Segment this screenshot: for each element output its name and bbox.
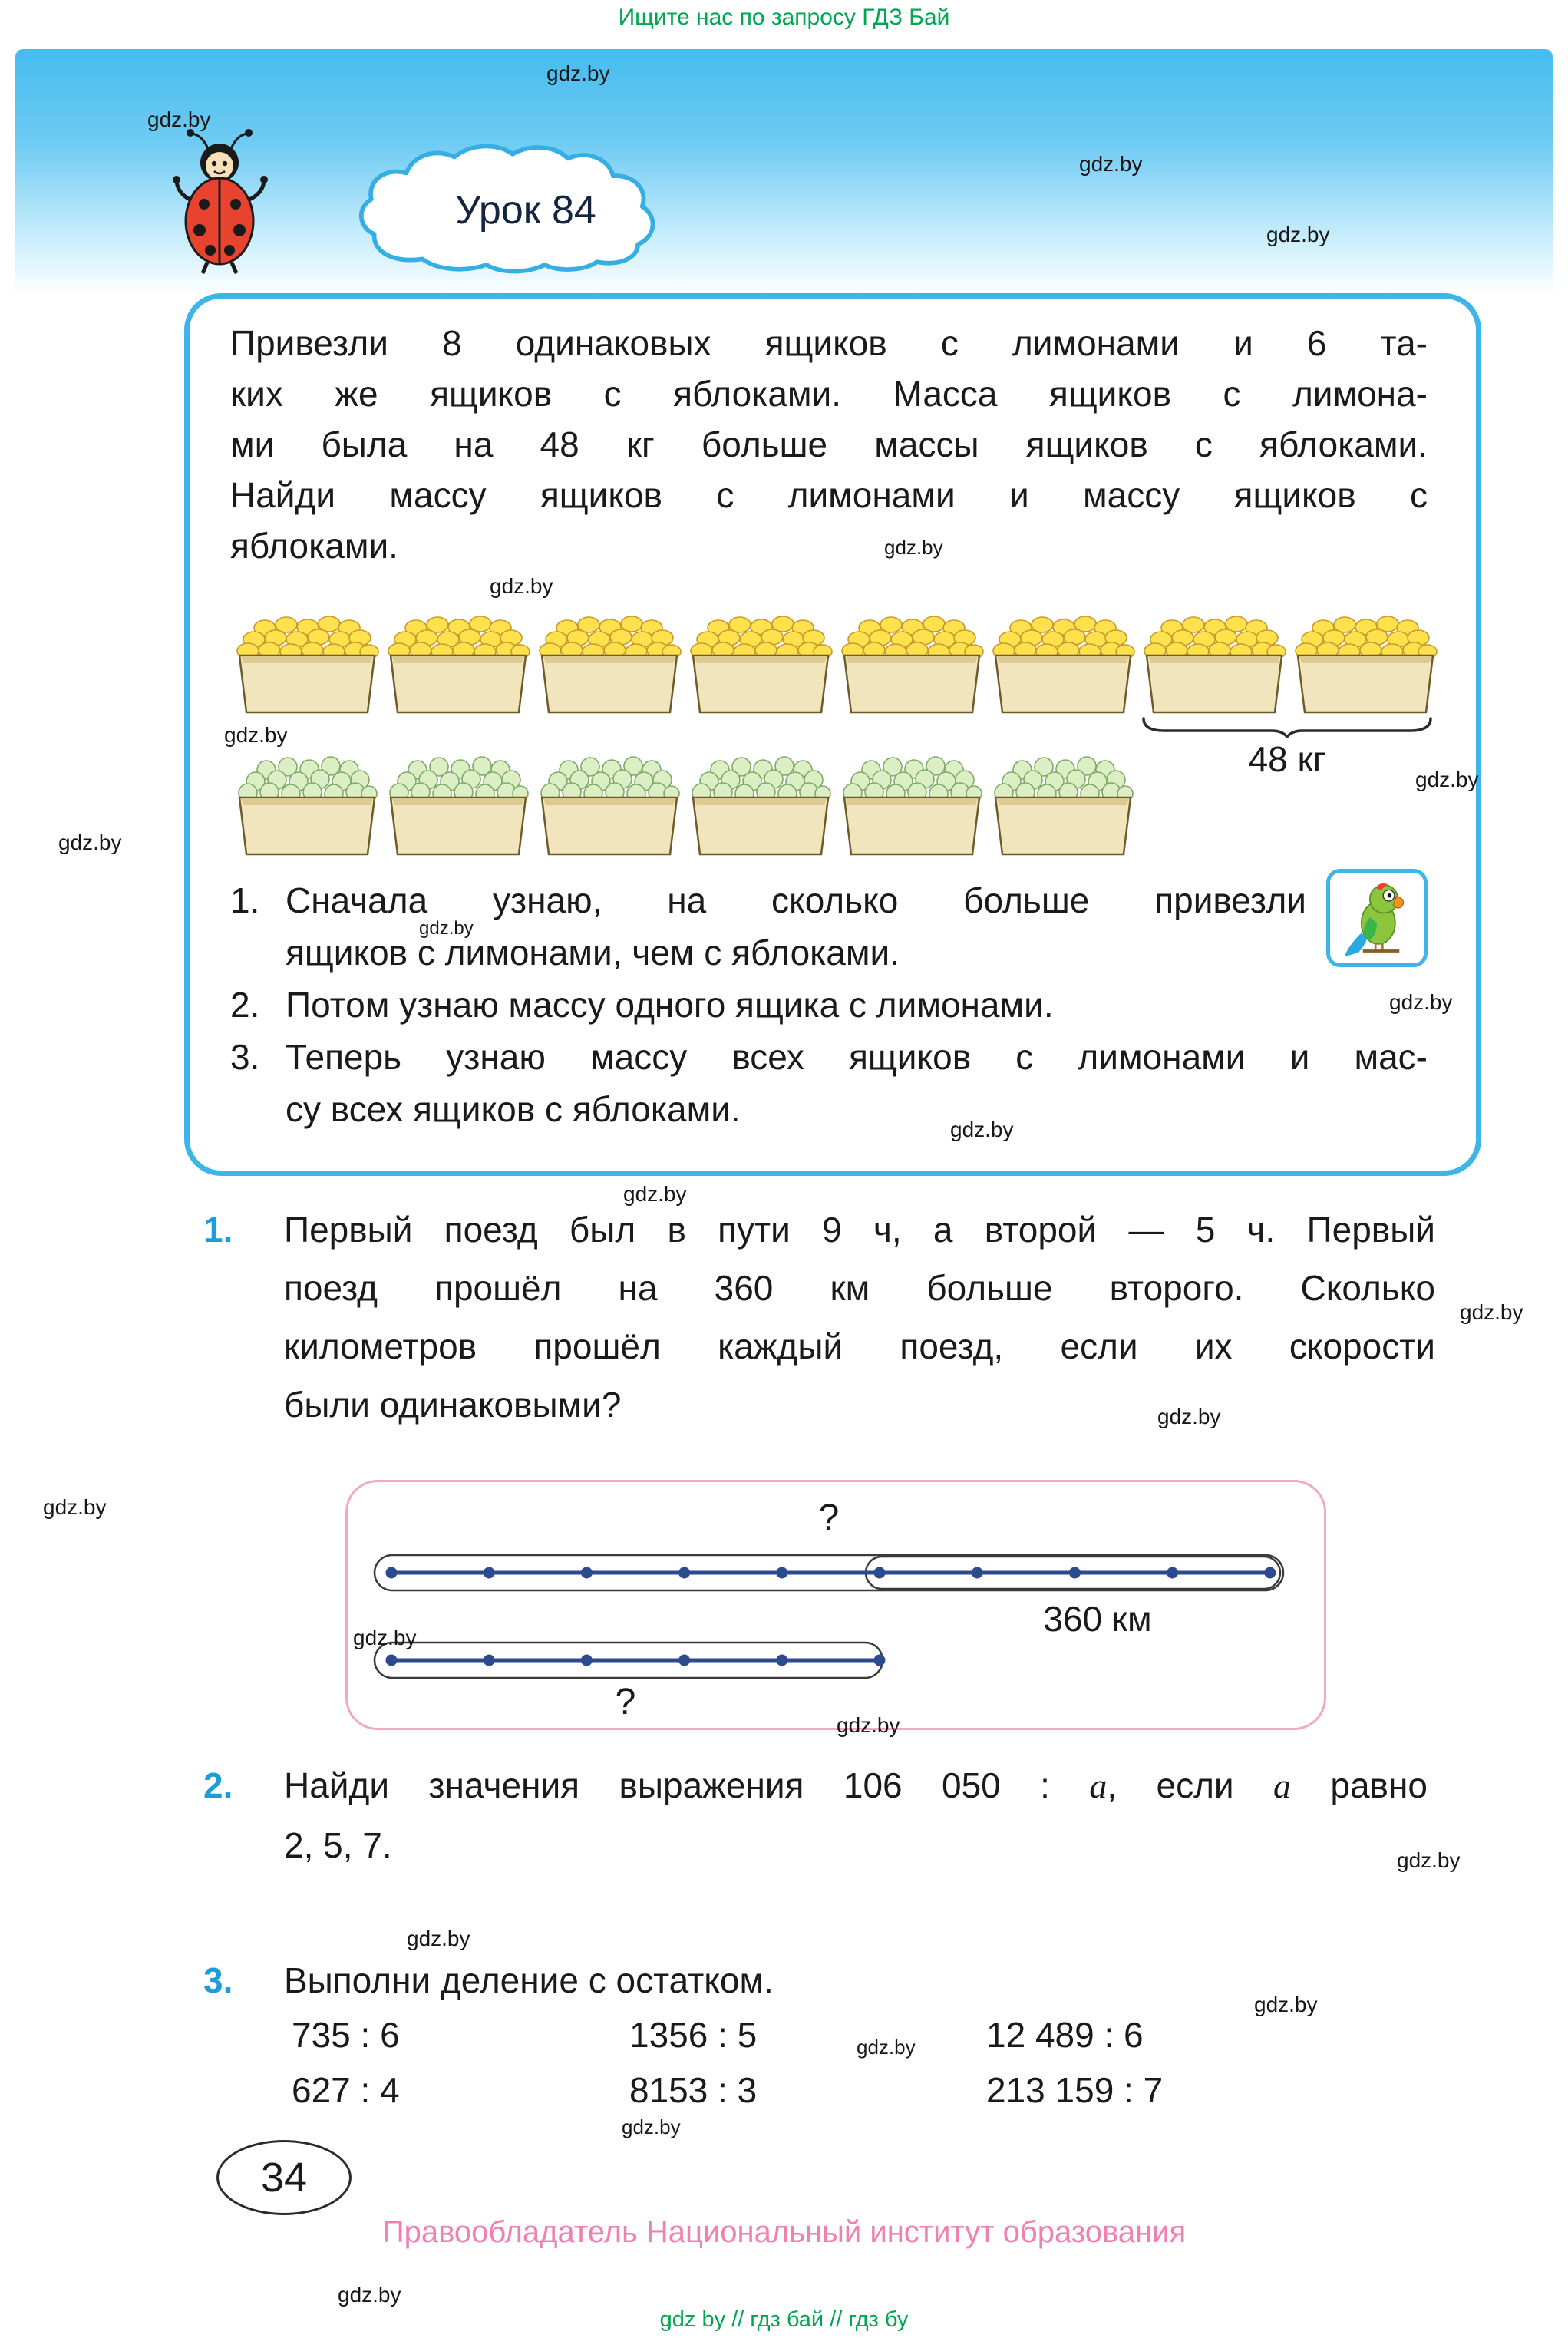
brace-48kg [1141,717,1433,740]
apple-crate [385,756,531,860]
lemon-crate [536,614,682,718]
gdzby-watermark: gdz.by [1157,1405,1221,1428]
gdzby-watermark: gdz.by [43,1495,107,1519]
problem-line: Привезли 8 одинаковых ящиков с лимонами и 6 та- [230,323,1428,363]
exercise2-text: , если [1107,1765,1273,1805]
apple-crate [234,756,380,860]
train2-question: ? [615,1682,636,1722]
gdzby-watermark: gdz.by [224,723,288,747]
exercise2-line1 [284,1756,1428,1815]
problem-line: Найди массу ящиков с лимонами и массу ящиков с [230,475,1428,515]
gdzby-watermark: gdz.by [1389,990,1453,1014]
apple-crate [990,756,1136,860]
gdzby-watermark: gdz.by [490,574,553,598]
ladybug-icon [170,127,270,275]
step-line: Теперь узнаю массу всех ящиков с лимонами и мас- [286,1037,1428,1077]
copyright-line: Правообладатель Национальный институт образования [381,2215,1187,2249]
exercise1-line: Первый поезд был в пути 9 ч, а второй — 5 ч. Первый [284,1210,1435,1250]
lemon-crate [1292,614,1438,718]
variable-a: a [1089,1766,1108,1805]
ladybug-mascot [170,127,270,275]
division-problem: 213 159 : 7 [986,2070,1164,2110]
gdzby-watermark: gdz.by [837,1713,900,1737]
gdzby-watermark: gdz.by [546,61,610,85]
lesson-cloud [338,137,714,279]
gdzby-watermark: gdz.by [857,2036,916,2059]
footer-links[interactable]: gdz by // гдз бай // гдз бу [659,2307,909,2332]
exercise2-text: Найди значения выражения 106 050 : [284,1765,1090,1805]
problem-line: яблоками. [230,526,398,566]
brace-label: 48 кг [1248,739,1326,779]
gdzby-watermark: gdz.by [407,1927,470,1950]
exercise1-text [284,1200,1435,1434]
apple-crate [536,756,682,860]
lemon-crate [385,614,531,718]
lemon-crate [839,614,985,718]
exercise1-line: километров прошёл каждый поезд, если их скорости [284,1326,1435,1366]
division-problem: 8153 : 3 [629,2070,758,2110]
gdzby-watermark: gdz.by [884,536,943,559]
gdzby-watermark: gdz.by [353,1626,417,1649]
lesson-title: Урок 84 [455,188,596,233]
division-row [292,2009,1144,2060]
gdzby-watermark: gdz.by [1460,1300,1523,1324]
exercise1-number: 1. [203,1210,233,1250]
lemon-crate [234,614,380,718]
gdzby-watermark: gdz.by [1079,152,1143,176]
exercise3-title: Выполни деление с остатком. [284,1960,774,2000]
gdzby-watermark: gdz.by [338,2283,401,2307]
lemon-crate [1141,614,1287,718]
gdzby-watermark: gdz.by [1254,1993,1318,2016]
variable-a: a [1273,1766,1291,1805]
gdzby-watermark: gdz.by [623,1182,687,1206]
division-problem: 1356 : 5 [629,2015,758,2055]
top-search-notice[interactable]: Ищите нас по запросу ГДЗ Бай [618,5,950,30]
gdzby-watermark: gdz.by [950,1118,1014,1141]
problem-line: ких же ящиков с яблоками. Масса ящиков с лимона- [230,374,1428,414]
lemon-crate [990,614,1136,718]
step-number: 2. [230,985,260,1025]
apple-crate [839,756,985,860]
division-row [292,2065,1163,2115]
step-number: 3. [230,1037,260,1077]
page-number-oval [216,2140,352,2215]
gdzby-watermark: gdz.by [419,918,474,939]
gdzby-watermark: gdz.by [58,831,122,854]
apple-crate [688,756,834,860]
problem-text [230,318,1428,571]
exercise2-number: 2. [203,1765,233,1805]
gdzby-watermark: gdz.by [622,2115,681,2138]
step-line: су всех ящиков с яблоками. [286,1089,741,1129]
gdzby-watermark: gdz.by [147,107,211,131]
division-problem: 627 : 4 [292,2070,400,2110]
train1-question: ? [818,1498,840,1538]
gdzby-watermark: gdz.by [1415,768,1479,791]
exercise3-number: 3. [203,1960,233,2000]
parrot-helper-box [1326,869,1428,967]
step-number: 1. [230,880,260,920]
gdzby-watermark: gdz.by [1397,1848,1461,1872]
parrot-icon [1335,877,1419,959]
exercise2-line2: 2, 5, 7. [284,1825,392,1865]
lemon-row [234,614,1438,718]
division-problem: 12 489 : 6 [986,2015,1144,2055]
problem-line: ми была на 48 кг больше массы ящиков с яблоками. [230,424,1428,464]
page-number: 34 [260,2155,308,2201]
step-line: Сначала узнаю, на сколько больше привезли [286,880,1306,920]
lemon-crate [688,614,834,718]
step-line: Потом узнаю массу одного ящика с лимонами. [286,985,1054,1025]
exercise2-text: равно [1291,1765,1428,1805]
step-line: ящиков с лимонами, чем с яблоками. [286,933,900,973]
division-problem: 735 : 6 [292,2015,400,2055]
exercise1-line: были одинаковыми? [284,1385,622,1425]
difference-label: 360 км [1043,1599,1152,1639]
apple-row [234,756,1136,860]
exercise1-line: поезд прошёл на 360 км больше второго. Сколько [284,1268,1435,1308]
gdzby-watermark: gdz.by [1266,223,1330,246]
